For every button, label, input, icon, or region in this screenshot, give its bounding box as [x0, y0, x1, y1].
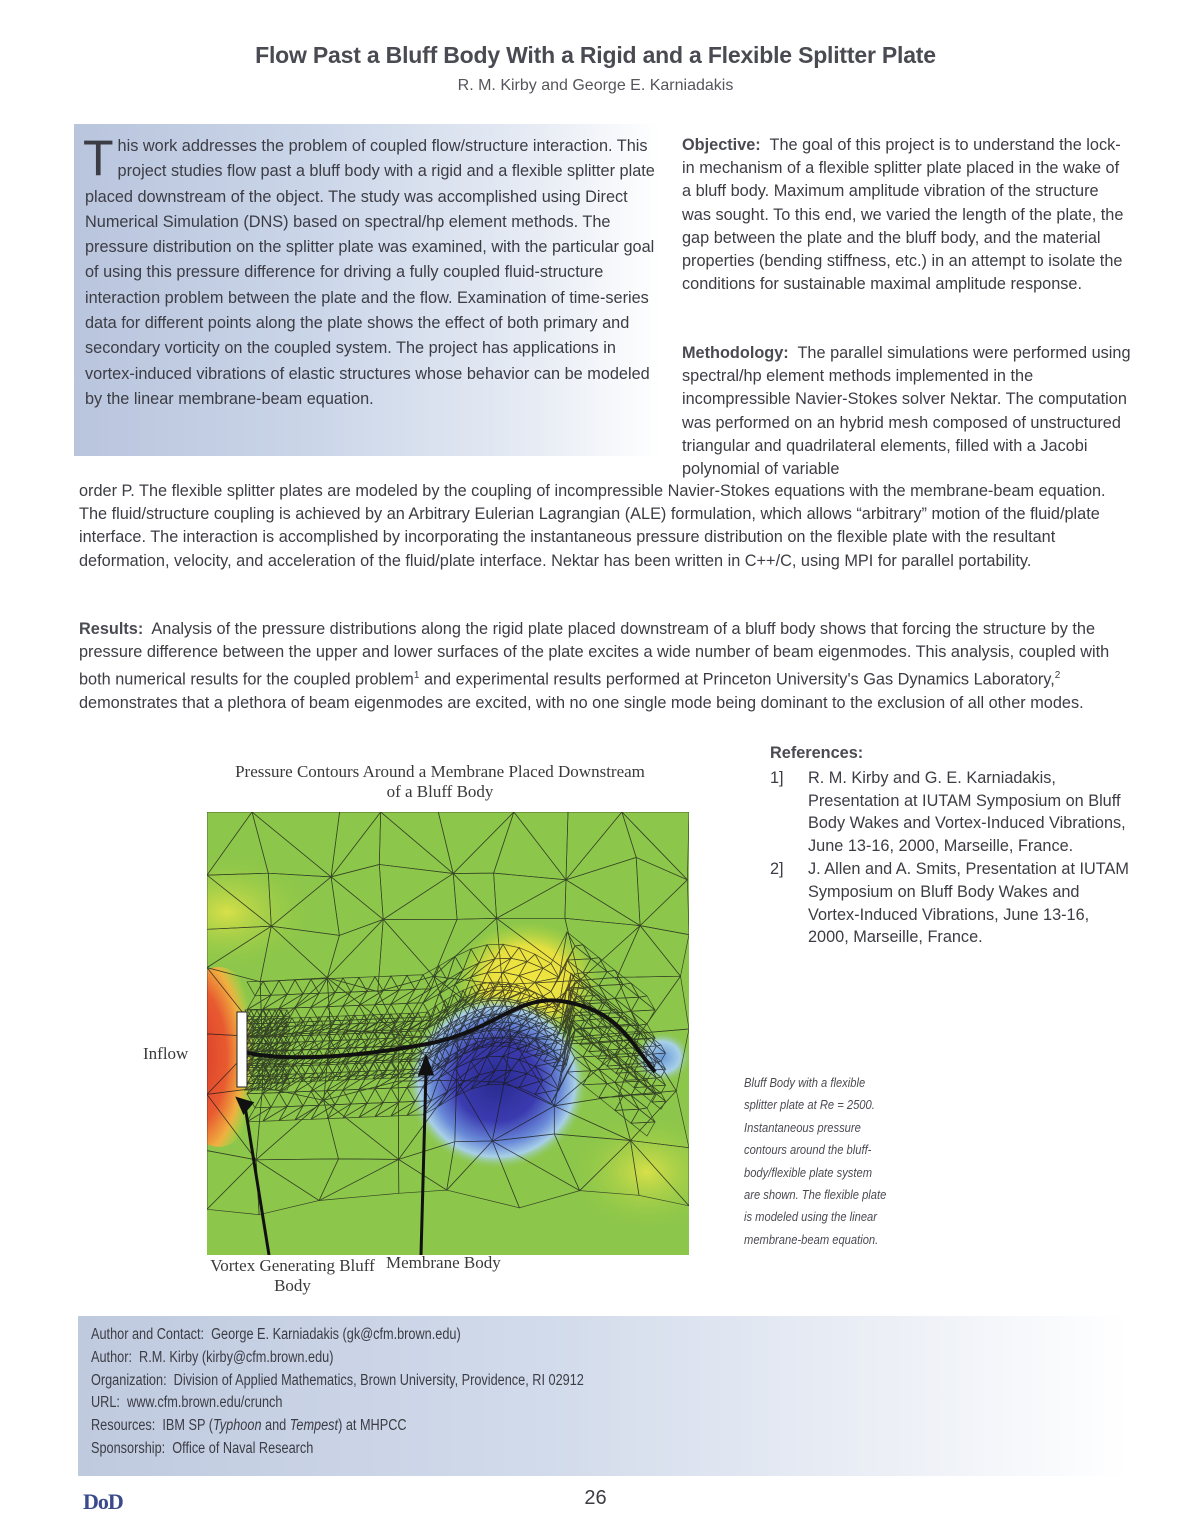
reference-number: 2]: [770, 859, 784, 878]
results-text-b: and experimental results performed at Princeton University's Gas Dynamics Laboratory,: [419, 670, 1055, 689]
figure-caption: Bluff Body with a flexible splitter plate at Re = 2500. Instantaneous pressure contours around the bluff-body/flexible plate system are shown. The flexible plate is modeled using the linear membrane-beam equation.: [744, 1075, 887, 1247]
contact-info: [91, 1324, 584, 1461]
pressure-contour-figure: [207, 812, 689, 1255]
figure-title: Pressure Contours Around a Membrane Placed Downstream of a Bluff Body: [235, 762, 645, 801]
results-text-a: Analysis of the pressure distributions along the rigid plate placed downstream of a bluff body shows that forcing the structure by the pressure difference between the upper and lower surfaces of the plate excites a wide number of beam eigenmodes. This analysis, coupled with both numerical results for the coupled problem: [79, 620, 1110, 689]
reference-text: R. M. Kirby and G. E. Karniadakis, Presentation at IUTAM Symposium on Bluff Body Wakes and Vortex-Induced Vibrations, June 13-16, 2000, Marseille, France.: [808, 768, 1126, 856]
abstract-body: his work addresses the problem of coupled flow/structure interaction. This project studies flow past a bluff body with a rigid and a flexible splitter plate placed downstream of the object. The study was accomplished using Direct Numerical Simulation (DNS) based on spectral/hp element methods. The pressure distribution on the splitter plate was examined, with the particular goal of using this pressure difference for driving a fully coupled fluid-structure interaction problem between the plate and the flow. Examination of time-series data for different points along the plate shows the effect of both primary and secondary vorticity on the coupled system. The project has applications in vortex-induced vibrations of elastic structures whose behavior can be modeled by the linear membrane-beam equation.: [85, 137, 655, 408]
references-heading: References:: [770, 744, 864, 762]
resources-label: Resources:: [91, 1417, 156, 1435]
sponsorship: Office of Naval Research: [172, 1439, 314, 1457]
author: R.M. Kirby (kirby@cfm.brown.edu): [139, 1348, 334, 1366]
url: www.cfm.brown.edu/crunch: [127, 1394, 283, 1412]
membrane-body-label: Membrane Body: [386, 1253, 501, 1272]
reference-text: J. Allen and A. Smits, Presentation at IUTAM Symposium on Bluff Body Wakes and Vortex-Induced Vibrations, June 13-16, 2000, Marseille, France.: [808, 859, 1129, 947]
page-title: Flow Past a Bluff Body With a Rigid and a Flexible Splitter Plate: [255, 42, 936, 68]
objective-text: The goal of this project is to understand the lock-in mechanism of a flexible splitter plate placed in the wake of a bluff body. Maximum amplitude vibration of the structure was sought. To this end, we varied the length of the plate, the gap between the plate and the bluff body, and the material properties (bending stiffness, etc.) in an attempt to isolate the conditions for sustainable maximal amplitude response.: [682, 136, 1124, 294]
results-section: [79, 618, 1129, 715]
inflow-label: Inflow: [143, 1044, 189, 1063]
vortex-body-label: Vortex Generating Bluff Body: [210, 1256, 375, 1295]
objective-label: Objective:: [682, 136, 761, 154]
footnote-2: 2: [1054, 670, 1061, 682]
sponsorship-label: Sponsorship:: [91, 1439, 166, 1457]
reference-item: [770, 858, 1130, 949]
abstract-text: [83, 130, 657, 412]
resources-text: IBM SP (: [162, 1417, 213, 1435]
reference-number: 1]: [770, 768, 784, 787]
dod-logo: DoD: [83, 1489, 123, 1514]
methodology-text: The parallel simulations were performed using spectral/hp element methods implemented in the incompressible Navier-Stokes solver Nektar. The computation was performed on an hybrid mesh composed of unstructured triangular and quadrilateral elements, filled with a Jacobi polynomial of variable: [682, 344, 1131, 479]
resources-tempest: Tempest: [289, 1417, 339, 1435]
resources-typhoon: Typhoon: [212, 1417, 262, 1435]
organization-label: Organization:: [91, 1371, 167, 1389]
author-contact: George E. Karniadakis (gk@cfm.brown.edu): [211, 1326, 461, 1343]
reference-item: [770, 767, 1130, 858]
methodology-label: Methodology:: [682, 344, 789, 362]
objective-section: [682, 134, 1132, 296]
page-number: 26: [584, 1487, 607, 1509]
author-label: Author:: [91, 1348, 132, 1366]
drop-cap: T: [83, 130, 114, 186]
organization: Division of Applied Mathematics, Brown University, Providence, RI 02912: [173, 1371, 584, 1389]
methodology-continuation: [79, 480, 1129, 573]
authors-line: R. M. Kirby and George E. Karniadakis: [457, 77, 734, 94]
bluff-body: [237, 1012, 247, 1087]
author-contact-label: Author and Contact:: [91, 1326, 205, 1343]
references-section: [770, 742, 1130, 949]
results-text-c: demonstrates that a plethora of beam eigenmodes are excited, with no one single mode being dominant to the exclusion of all other modes.: [79, 694, 1084, 713]
resources-text: and: [261, 1417, 290, 1435]
results-label: Results:: [79, 620, 144, 638]
footnote-1: 1: [413, 670, 420, 682]
url-label: URL:: [91, 1394, 120, 1412]
methodology-continuation-text: order P. The flexible splitter plates are modeled by the coupling of incompressible Navier-Stokes equations with the membrane-beam equation. The fluid/structure coupling is achieved by an Arbitrary Eulerian Lagrangian (ALE) formulation, which allows “arbitrary” motion of the fluid/plate interface. The interaction is accomplished by incorporating the instantaneous pressure distribution on the flexible plate with the resultant deformation, velocity, and acceleration of the fluid/plate interface. Nektar has been written in C++/C, using MPI for parallel portability.: [79, 482, 1106, 570]
resources-text: ) at MHPCC: [338, 1417, 407, 1435]
methodology-section: [682, 342, 1132, 481]
